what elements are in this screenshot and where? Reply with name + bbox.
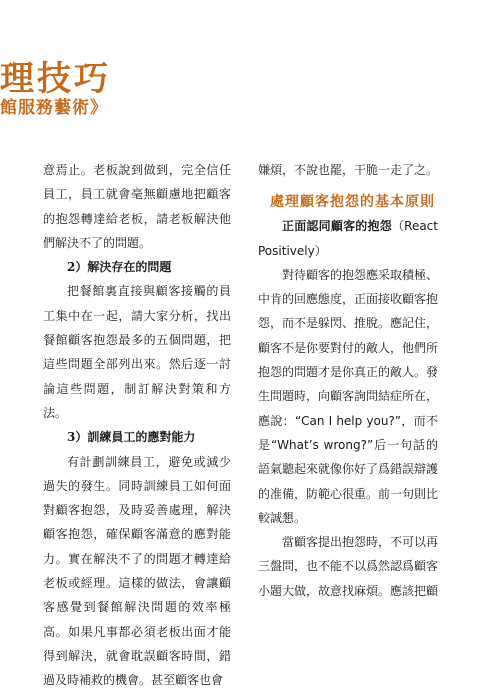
paragraph: 嫌煩，不說也罷，干脆一走了之。 xyxy=(258,163,439,177)
paragraph: 把餐館裏直接與顧客接觸的員工集中在一起，請大家分析，找出餐館顧客抱怨最多的五個問題，把這些問題全部列出來。然后逐一討論這些問題，制訂解決對策和方法。 xyxy=(43,284,231,420)
paragraph: 有計劃訓練員工，避免或減少過失的發生。同時訓練員工如何面對顧客抱怨，及時妥善處理，解決顧客抱怨，確保顧客滿意的應對能力。實在解決不了的問題才轉達給老板或經理。這樣的做法，會讓顧客感覺到餐館解決問題的效率極高。如果凡事都必須老板出面才能得到解決，就會耽誤顧客時間，錯過及時補救的機會。甚至顧客也會 xyxy=(43,454,231,688)
subheading: 2）解決存在的問題 xyxy=(67,260,172,275)
paragraph: 意焉止。老板說到做到，完全信任員工，員工就會毫無顧慮地把顧客的抱怨轉達給老板，請老板解決他們解決不了的問題。 xyxy=(43,163,231,250)
chapter-subtitle: 館服務藝術》 xyxy=(0,98,108,118)
principle-title-english: （React Positively） xyxy=(258,219,438,258)
right-column xyxy=(258,158,438,603)
left-column xyxy=(43,158,231,693)
subheading: 3）訓練員工的應對能力 xyxy=(67,430,196,445)
paragraph: 當顧客提出抱怨時，不可以再三盤問，也不能不以爲然認爲顧客小題大做，故意找麻煩。應該把顧 xyxy=(258,535,439,598)
paragraph: 對待顧客的抱怨應采取積極、中肯的回應態度，正面接收顧客抱怨，而不是躲閃、推脫。應記住，顧客不是你要對付的敵人，他們所抱怨的問題才是你真正的敵人。發生問題時，向顧客詢問結症所在，應說：“Can I help you?”，而不是“What’s wrong?”后一句話的語氣聽起來就像你好了爲錯誤辯護的准備，防範心很重。前一句則比較誠懇。 xyxy=(258,267,439,525)
principle-paragraph xyxy=(258,214,438,263)
principle-title: 正面認同顧客的抱怨 xyxy=(282,219,392,234)
section-heading: 處理顧客抱怨的基本原則 xyxy=(270,194,435,211)
chapter-title: 理技巧 xyxy=(0,59,111,99)
